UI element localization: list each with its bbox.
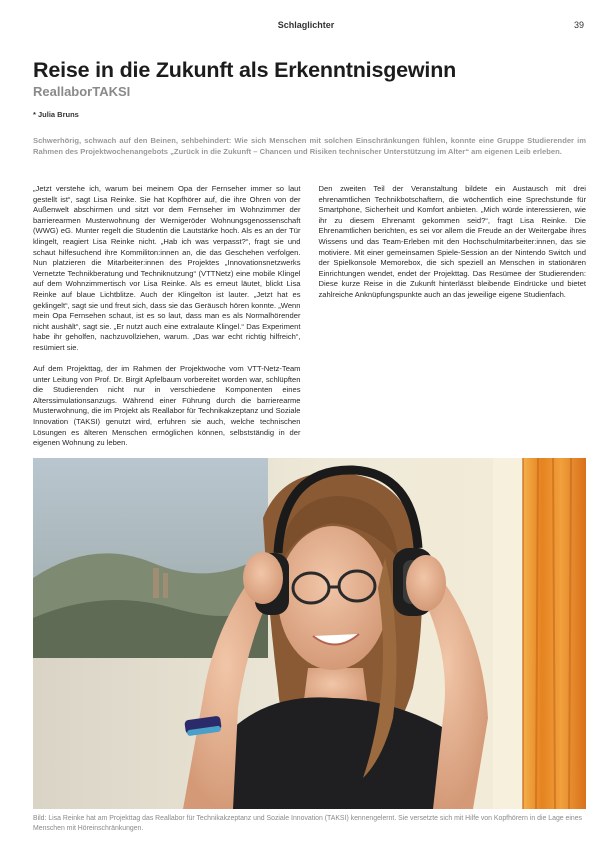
article-title: Reise in die Zukunft als Erkenntnisgewinn [33, 58, 457, 82]
lead-paragraph: Schwerhörig, schwach auf den Beinen, sehbehindert: Wie sich Menschen mit solchen Einschränkungen fühlen, konnte eine Gruppe Studierender im Rahmen des Projektwochenangebots „Zurück in die Zukunft – Chancen und Risiken technischer Unterstützung im Alter“ am eigenen Leib erleben. [33, 136, 586, 156]
photo-caption: Bild: Lisa Reinke hat am Projekttag das Reallabor für Technikakzeptanz und Soziale Innovation (TAKSI) kennengelernt. Sie versetzte sich mit Hilfe von Kopfhörern in die Lage eines Menschen mit Höreinschränkungen. [33, 815, 583, 832]
article-body [33, 184, 586, 449]
section-label: Schlaglichter [277, 20, 335, 30]
article-photo [33, 458, 586, 809]
author-line: * Julia Bruns [33, 110, 79, 119]
page-number: 39 [573, 20, 584, 30]
article-subtitle: ReallaborTAKSI [33, 84, 131, 99]
body-paragraph: Den zweiten Teil der Veranstaltung bildete ein Austausch mit drei ehrenamtlichen Technikbotschaftern, die wöchentlich eine Sprechstunde für Smartphone, Sicherheit und Komfort anbieten. „Mich würde interessieren, wie ihr zu diesem Ehrenamt gekommen seid?“, fragt Lisa Reinke. Die Ehrenamtlichen berichten, es sei vor allem die Freude an der Weitergabe ihres Wissens und das Team-Erleben mit den Hochschulmitarbeiter:innen, das sie motiviere. Mit einer gemeinsamen Spiele-Session an der Nintendo Switch und der Spielkonsole Memorebox, die sich speziell an Menschen in stationären Einrichtungen wendet, endet der Projekttag. Das Resümee der Studierenden: Diese kurze Reise in die Zukunft hinterlässt bleibende Eindrücke und bietet zahlreiche Anknüpfungspunkte auch an das jeweilige eigene Studienfach. [318, 184, 586, 299]
body-paragraph: Auf dem Projekttag, der im Rahmen der Projektwoche vom VTT-Netz-Team unter Leitung von Prof. Dr. Birgit Apfelbaum vorbereitet worden war, schlüpften die Studierenden nicht nur in verschiedene Komponenten eines Alterssimulationsanzugs. Während einer Führung durch die barrierearme Musterwohnung, die im Projekt als Reallabor für Technikakzeptanz und Soziale Innovation (TAKSI) genutzt wird, erfuhren sie auch, welche technischen Lösungen es älteren Menschen ermöglichen können, selbstständig in der eigenen Wohnung zu leben. [33, 364, 301, 448]
body-paragraph: „Jetzt verstehe ich, warum bei meinem Opa der Fernseher immer so laut gestellt ist“, sagt Lisa Reinke. Sie hat Kopfhörer auf, die ihre Ohren von der Außenwelt abschirmen und sitzt vor dem Fernseher im Wohnzimmer der barrierearmen Musterwohnung der Wernigeröder Wohnungsgenossenschaft (WWG) eG. Munter regelt die Studentin die Lautstärke hoch. Als es an der Tür klingelt, reagiert Lisa Reinke nicht. „Hab ich was verpasst?“, fragt sie und schaut hilfesuchend ihre Kommiliton:innen an, die das Geschehen verfolgen. Nun platzieren die Mitarbeiter:innen des Projektes „Innovationsnetzwerks Vernetzte Technikberatung und Techniknutzung“ (VTTNetz) eine mobile Klingel auf dem Wohnzimmertisch vor Lisa Reinke. Als es erneut läutet, blickt Lisa Reinke auf blaue Lichtblitze. Auch der Klingelton ist lauter. „Jetzt hat es geklingelt“, sagt sie und freut sich, dass sie das Geräusch hören konnte. „Wenn mein Opa Fernsehen schaut, ist es so laut, dass man es als Normalhörender nicht aushält“, sagt sie. „Er nutzt auch eine extralaute Klingel.“ Das Experiment habe ihr geholfen, nachzuvollziehen, warum. „Das war echt richtig hilfreich“, resümiert sie. [33, 184, 301, 352]
